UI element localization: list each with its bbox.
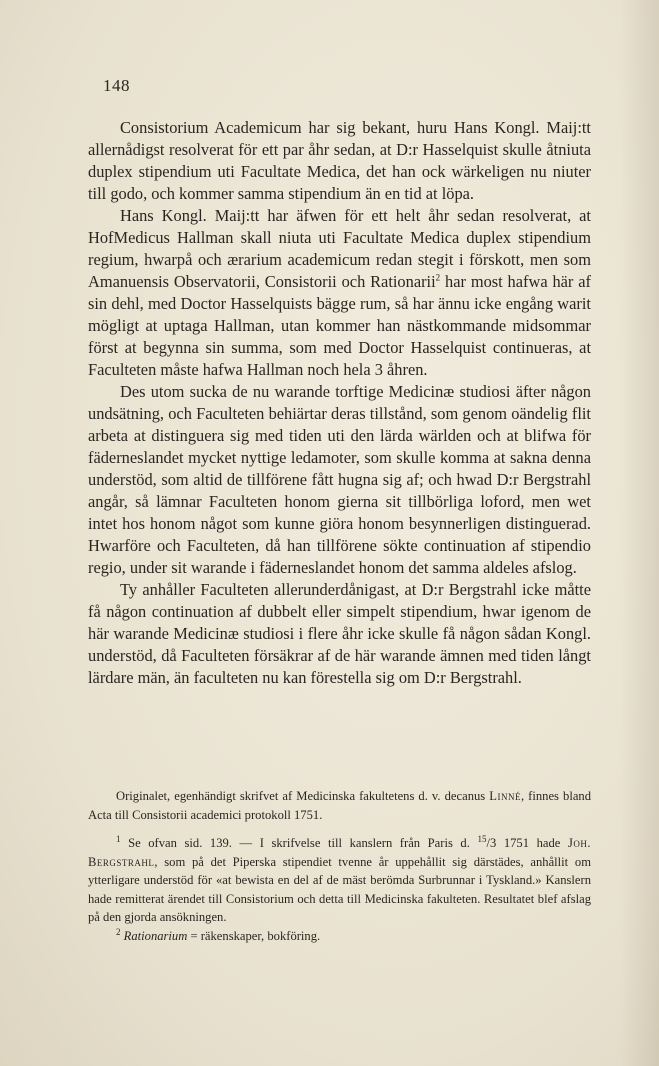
source-note-rest: , finnes bland Acta till Consistorii academici protokoll 1751. — [88, 789, 592, 822]
footnote-1-date-rest: /3 1751 hade — [486, 836, 568, 850]
paragraph-2-part-a: Hans Kongl. Maij:tt har äfwen för ett helt åhr sedan resolverat, at HofMedicus Hallman skall niuta uti Facultate Medica duplex stipendium regium, hwarpå och ærarium academicum redan stegit i förskott, men som Amanuensis Observatorii, Consistorii och Rationarii — [88, 206, 591, 291]
paragraph-2-part-b: har most hafwa här af sin dehl, med Doctor Hasselquists bägge rum, så har ännu icke engång warit mögligt at uptaga Hallman, utan kommer han nästkommande midsommar först at begynna sin summa, som med Doctor Hasselquist continueras, at Faculteten måste hafwa Hallman noch hela 3 åhren. — [88, 272, 591, 379]
source-note — [88, 787, 591, 824]
page-number: 148 — [103, 76, 130, 95]
footnote-1-text-a: Se ofvan sid. 139. — I skrifvelse till kanslern från Paris d. — [120, 836, 478, 850]
footnote-2 — [88, 927, 591, 946]
footnote-1-text-b: , som på det Piperska stipendiet tvenne år uppehållit sig därstädes, anhållit om ytterligare understöd för «at bewista en del af de mäst berömda Surbrunnar i Tyskland.» Kanslern hade remitterat ärendet till Consistorium och detta till Medicinska fakulteten. Resultatet blef afslag på den gjorda ansökningen. — [88, 854, 591, 924]
main-text — [88, 117, 591, 689]
footnote-1 — [88, 834, 591, 927]
paragraph-1: Consistorium Academicum har sig bekant, huru Hans Kongl. Maij:tt allernådigst resolverat för ett par åhr sedan, at D:r Hasselquist skulle åtniuta duplex stipendium uti Facultate Medica, det han ock wärkeligen nu niuter till godo, och kommer samma stipendium än en tid at löpa. — [88, 118, 591, 203]
footnote-1-number: 1 — [116, 833, 121, 844]
source-note-text: Originalet, egenhändigt skrifvet af Medicinska fakultetens d. v. decanus — [116, 789, 486, 803]
footnote-1-person: Joh. Bergstrahl — [88, 836, 591, 869]
footnote-2-term: Rationarium — [123, 928, 188, 943]
page-edge-shadow — [619, 0, 659, 1066]
paragraph-2 — [88, 205, 591, 381]
source-note-author: Linné — [489, 789, 521, 803]
footnote-2-number: 2 — [116, 926, 121, 937]
footnote-1-date-sup: 15 — [477, 833, 487, 844]
footnote-ref-2: 2 — [435, 272, 441, 283]
paragraph-4: Ty anhåller Faculteten allerunderdånigast, at D:r Bergstrahl icke måtte få någon continuation af dubbelt eller simpelt stipendium, hwar igenom de här warande Medicinæ studiosi i flere åhr icke skulle få någon sådan Kongl. understöd, då Faculteten försäkrar af de här warande ämnen med tiden långt lärdare män, än faculteten nu kan förestella sig om D:r Bergstrahl. — [88, 580, 591, 687]
footnotes — [88, 787, 591, 945]
footnote-2-definition: = räkenskaper, bokföring. — [187, 928, 321, 943]
paragraph-3: Des utom sucka de nu warande torftige Medicinæ studiosi äfter någon undsätning, och Faculteten behiärtar deras tillstånd, som genom oändelig flit arbeta at distinguera sig med tiden uti den lärda wärlden och at blifwa för fäderneslandet mycket nyttige ledamoter, som skulle komma at sakna denna understöd, som altid de tillförene fått hugna sig af; och hwad D:r Bergstrahl angår, så lämnar Faculteten honom gierna sit tillbörliga loford, men wet intet hos honom något som kunne giöra honom besynnerligen distinguerad. Hwarföre och Faculteten, då han tillförene sökte continuation af stipendio regio, under sit warande i fäderneslandet honom det samma aldeles afslog. — [88, 382, 591, 577]
